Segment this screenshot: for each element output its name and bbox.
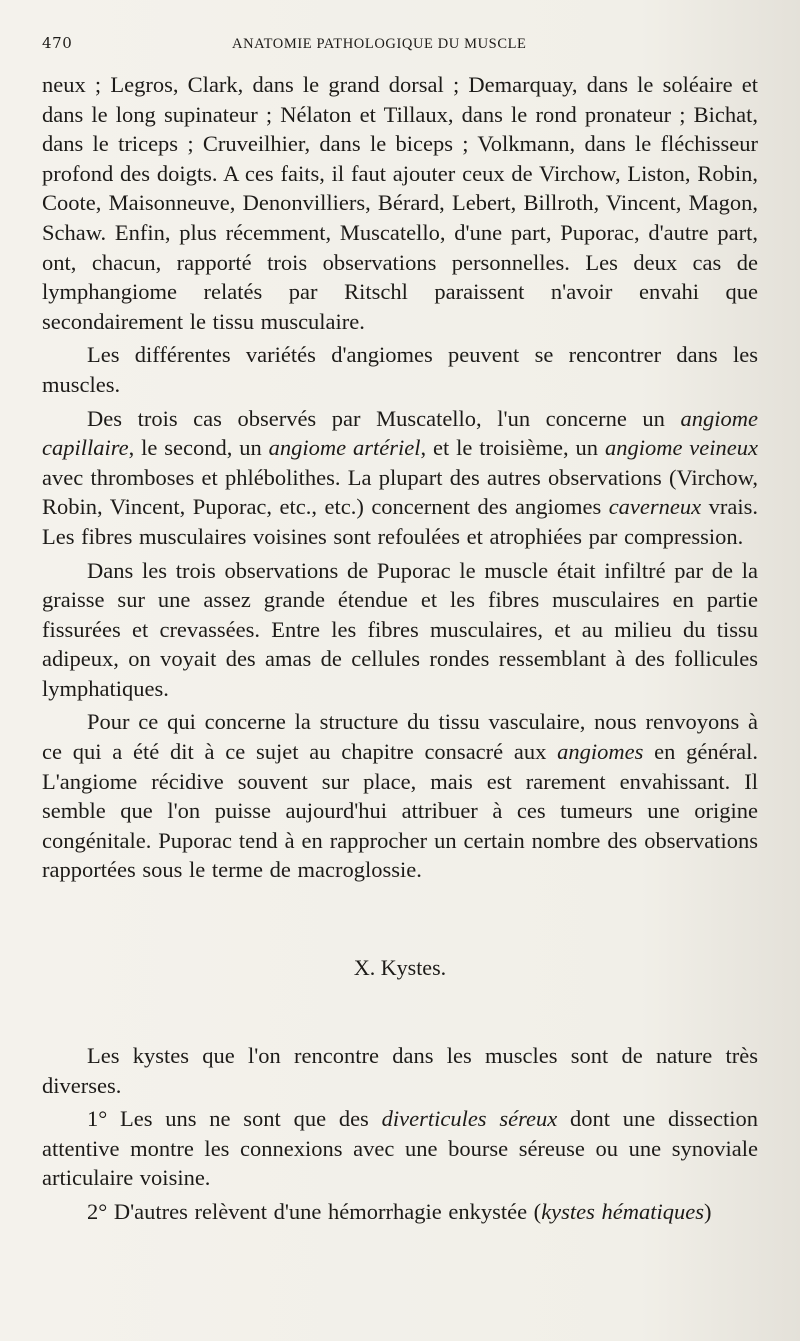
text-run: 2° D'autres relèvent d'une hémorrhagie enkystée ( [87, 1199, 542, 1224]
paragraph-p1 [42, 70, 758, 336]
page-number: 470 [42, 34, 73, 52]
text-run: , le second, un [128, 435, 269, 461]
paragraph-p5 [42, 707, 758, 885]
text-run: en général. L'angiome récidive souvent sur place, mais est rarement envahissant. Il semble que l'on puisse aujourd'hui attribuer à ces tumeurs une origine congénitale. Puporac tend à en rapprocher un certain nombre des observations rapportées sous le terme de macroglossie. [42, 739, 758, 883]
paragraph-p6 [42, 1041, 758, 1100]
italic-term: angiomes [557, 739, 644, 765]
text-run: Pour ce qui concerne la structure du tissu vasculaire, nous renvoyons à ce qui a été dit à ce sujet au chapitre consacré aux [42, 709, 758, 765]
italic-term: caverneux [608, 494, 702, 520]
text-body [42, 70, 758, 1227]
paragraph-p8 [42, 1197, 758, 1227]
text-run: 1° Les uns ne sont que des [87, 1106, 382, 1132]
italic-term: diverticules séreux [381, 1106, 558, 1132]
paragraph-p2 [42, 340, 758, 399]
text-run: , et le troisième, un [420, 435, 605, 461]
paragraph-p4 [42, 556, 758, 704]
paragraph-group [42, 1041, 758, 1227]
paragraph-p7 [42, 1104, 758, 1193]
text-run: avec thromboses et phlébolithes. La plupart des autres observations (Virchow, Robin, Vincent, Puporac, etc., etc.) concernent des angiomes [42, 464, 758, 520]
italic-term: kystes hématiques [541, 1199, 705, 1224]
text-run: dont une dissection attentive montre les connexions avec une bourse séreuse ou une synoviale articulaire voisine. [42, 1106, 758, 1191]
text-run: Des trois cas observés par Muscatello, l'un concerne un [87, 405, 681, 431]
section-heading: X. Kystes. [353, 955, 447, 981]
running-title: ANATOMIE PATHOLOGIQUE DU MUSCLE [232, 36, 527, 52]
text-run: vrais. Les fibres musculaires voisines sont refoulées et atrophiées par compression. [42, 494, 758, 549]
text-run: Les kystes que l'on rencontre dans les muscles sont de nature très diverses. [42, 1043, 758, 1098]
italic-term: angiome veineux [604, 435, 759, 461]
italic-term: angiome capillaire [42, 405, 758, 461]
text-run: Les différentes variétés d'angiomes peuvent se rencontrer dans les muscles. [42, 342, 758, 397]
text-run: neux ; Legros, Clark, dans le grand dorsal ; Demarquay, dans le soléaire et dans le long supinateur ; Nélaton et Tillaux, dans le rond pronateur ; Bichat, dans le triceps ; Cruveilhier, dans le biceps ; Volkmann, dans le fléchisseur profond des doigts. A ces faits, il faut ajouter ceux de Virchow, Liston, Robin, Coote, Maisonneuve, Denonvilliers, Bérard, Lebert, Billroth, Vincent, Magon, Schaw. Enfin, plus récemment, Muscatello, d'une part, Puporac, d'autre part, ont, chacun, rapporté trois observations personnelles. Les deux cas de lymphangiome relatés par Ritschl paraissent n'avoir envahi que secondairement le tissu musculaire. [42, 72, 758, 334]
page-header [42, 34, 758, 62]
italic-term: angiome artériel [268, 435, 421, 461]
paragraph-p3 [42, 404, 758, 552]
paragraph-group [42, 70, 758, 885]
text-run: ) [704, 1199, 712, 1224]
text-run: Dans les trois observations de Puporac le muscle était infiltré par de la graisse sur une assez grande étendue et les fibres musculaires en partie fissurées et crevassées. Entre les fibres musculaires, et au milieu du tissu adipeux, on voyait des amas de cellules rondes ressemblant à des follicules lymphatiques. [42, 557, 758, 701]
